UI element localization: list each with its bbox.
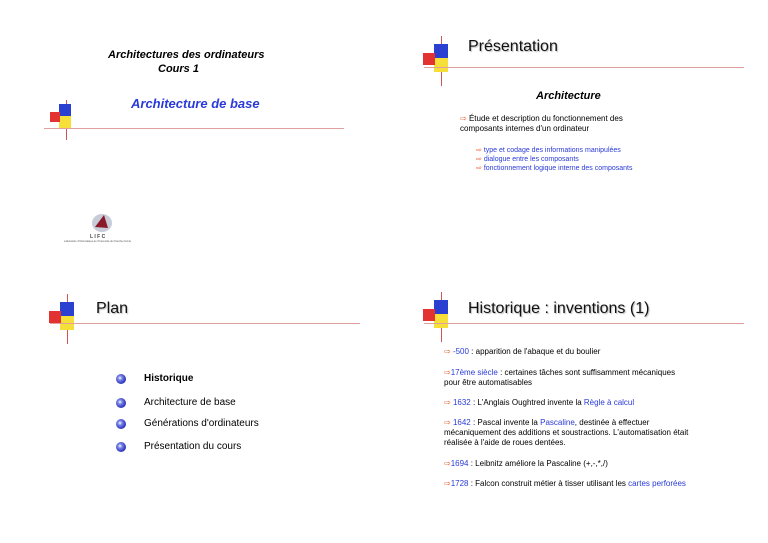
history-item-1: ⇨ -500 : apparition de l'abaque et du boulier	[444, 347, 601, 356]
slide-title-presentation: Présentation	[468, 38, 558, 55]
lifc-logo	[64, 212, 144, 246]
plan-item-architecture: Architecture de base	[144, 397, 236, 408]
history-item-6: ⇨1728 : Falcon construit métier à tisser utilisant les cartes perforées	[444, 479, 686, 488]
slide-historique	[384, 272, 768, 543]
history-item-2: ⇨17ème siècle : certaines tâches sont suffisamment mécaniques pour être automatisables	[444, 368, 676, 387]
arrow-right-icon: ⇨	[476, 147, 484, 154]
divider-line	[44, 128, 344, 129]
sub-point-2: ⇨ dialogue entre les composants	[476, 156, 579, 163]
divider-line	[424, 67, 744, 68]
lifc-caption: Laboratoire d'Informatique de l'Université de Franche-Comté	[64, 240, 131, 243]
course-title: Architectures des ordinateurs	[108, 49, 265, 61]
divider-line	[50, 323, 360, 324]
plan-item-generations: Générations d'ordinateurs	[144, 418, 259, 429]
arrow-right-icon: ⇨	[476, 156, 484, 163]
slide-presentation	[384, 0, 768, 271]
slide-title	[0, 0, 384, 271]
lifc-letters: L I F C	[90, 234, 106, 240]
course-number: Cours 1	[158, 63, 199, 75]
arrow-right-icon: ⇨	[444, 479, 451, 488]
bullet-icon	[116, 442, 126, 452]
slide-title-historique: Historique : inventions (1)	[468, 300, 650, 317]
history-item-3: ⇨ 1632 : L'Anglais Oughtred invente la Règle à calcul	[444, 398, 635, 407]
arrow-right-icon: ⇨	[444, 459, 451, 468]
bullet-icon	[116, 374, 126, 384]
arrow-right-icon: ⇨	[444, 398, 453, 407]
subtitle: Architecture de base	[131, 96, 260, 111]
history-item-5: ⇨1694 : Leibnitz améliore la Pascaline (+,-,*,/)	[444, 459, 608, 468]
arrow-right-icon: ⇨	[460, 114, 469, 123]
arrow-right-icon: ⇨	[476, 165, 484, 172]
bullet-icon	[116, 398, 126, 408]
bullet-icon	[116, 419, 126, 429]
architecture-heading: Architecture	[536, 90, 601, 102]
corner-logo	[46, 104, 106, 164]
plan-item-historique: Historique	[144, 373, 194, 384]
arrow-right-icon: ⇨	[444, 347, 453, 356]
slide-title-plan: Plan	[96, 300, 129, 317]
history-item-4: ⇨ 1642 : Pascal invente la Pascaline, destinée à effectuer mécaniquement des additions et soustractions. L'automatisation était réalisée à l'aide de roues dentées.	[444, 418, 689, 447]
sub-point-3: ⇨ fonctionnement logique interne des composants	[476, 165, 633, 172]
arrow-right-icon: ⇨	[444, 368, 451, 377]
slide-plan	[0, 272, 384, 543]
sub-point-1: ⇨ type et codage des informations manipulées	[476, 147, 621, 154]
main-point: ⇨ Étude et description du fonctionnement des composants internes d'un ordinateur	[460, 114, 623, 133]
plan-item-presentation: Présentation du cours	[144, 441, 242, 452]
arrow-right-icon: ⇨	[444, 418, 453, 427]
divider-line	[424, 323, 744, 324]
